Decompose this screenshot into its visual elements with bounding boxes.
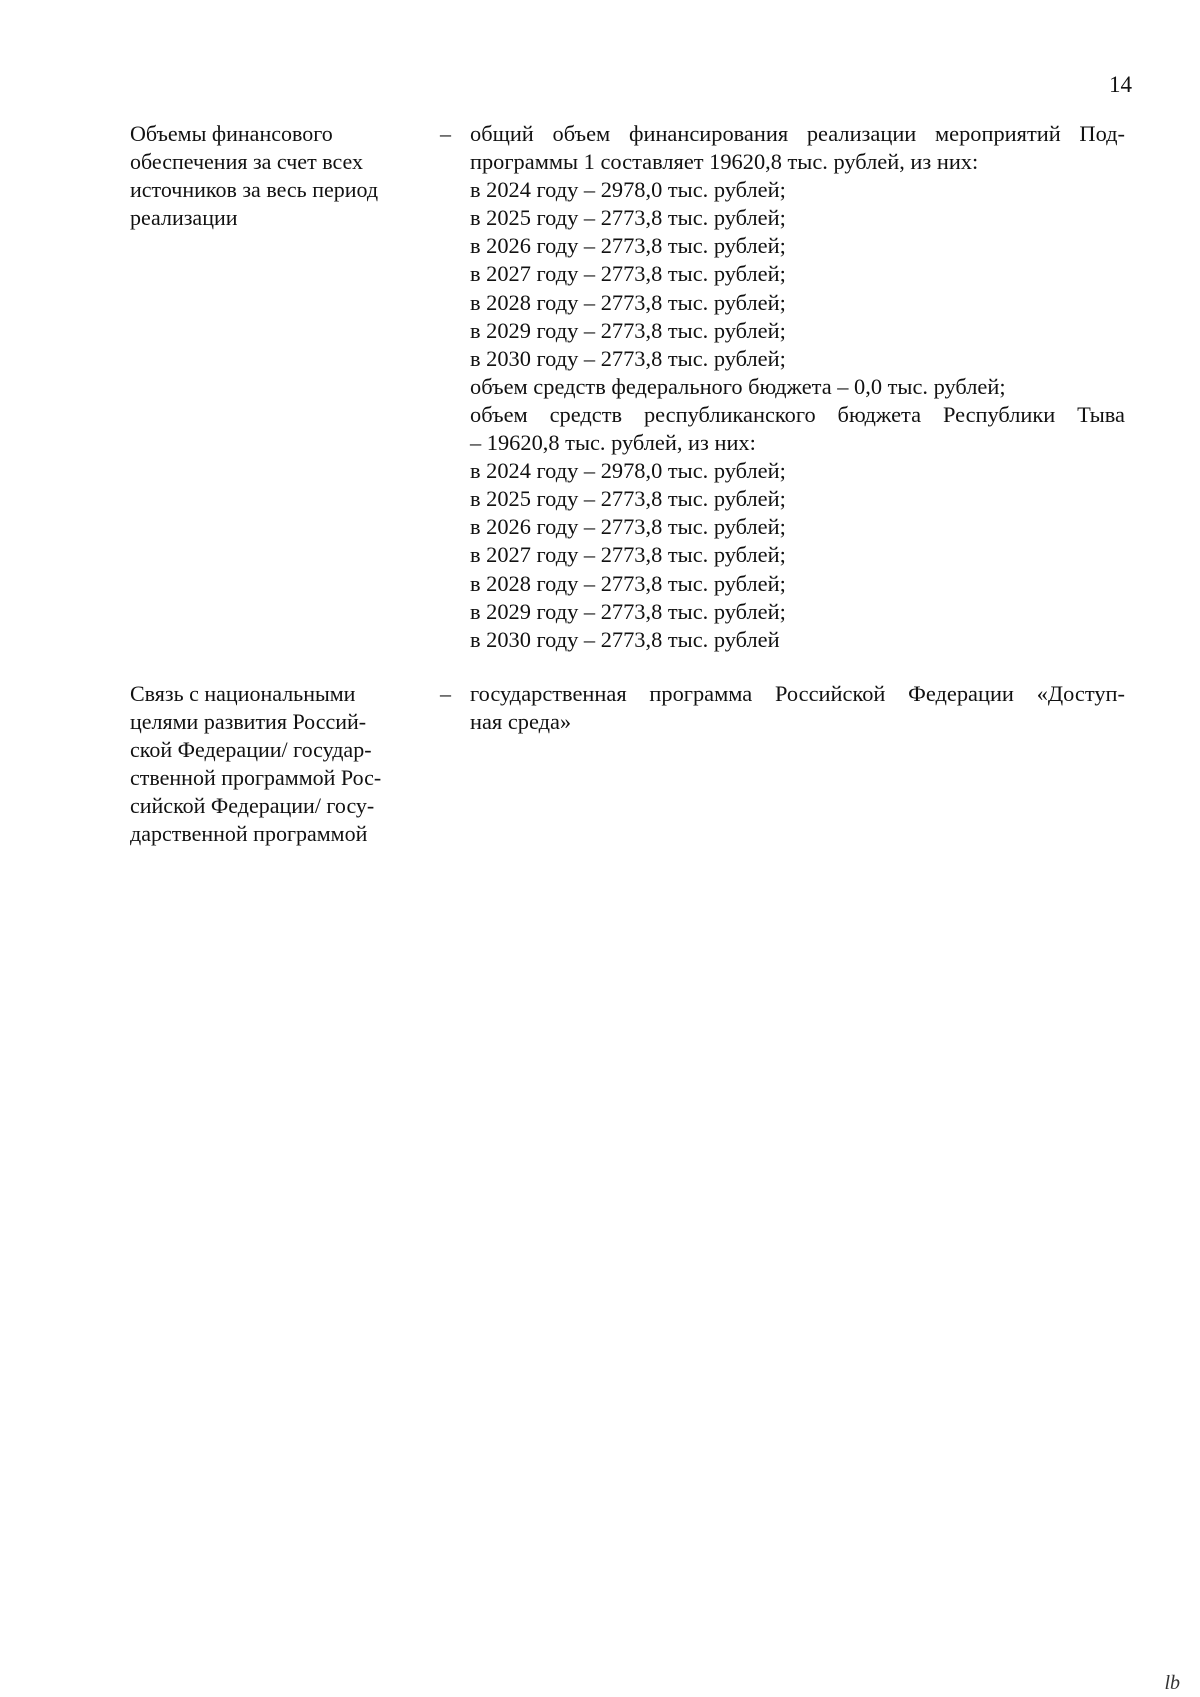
goals-link-dash: – bbox=[440, 681, 451, 706]
goals-link-row bbox=[130, 680, 1130, 848]
goals-link-value: государственная программа Российской Федерации «Доступ- ная среда» bbox=[470, 681, 1125, 735]
financing-label: Объемы финансового обеспечения за счет всех источников за весь период реализации bbox=[130, 121, 379, 230]
financing-value: общий объем финансирования реализации мероприятий Под- программы 1 составляет 19620,8 тыс. рублей, из них: в 2024 году – 2978,0 тыс. рублей; в 2025 году – 2773,8 тыс. рублей; в 2026 году – 2773,8 тыс. рублей; в 2027 году – 2773,8 тыс. рублей; в 2028 году – 2773,8 тыс. рублей; в 2029 году – 2773,8 тыс. рублей; в 2030 году – 2773,8 тыс. рублей; объем средств федерального бюджета – 0,0 тыс. рублей; объем средств республиканского бюджета Республики Тыва – 19620,8 тыс. рублей, из них: в 2024 году – 2978,0 тыс. рублей; в 2025 году – 2773,8 тыс. рублей; в 2026 году – 2773,8 тыс. рублей; в 2027 году – 2773,8 тыс. рублей; в 2028 году – 2773,8 тыс. рублей; в 2029 году – 2773,8 тыс. рублей; в 2030 году – 2773,8 тыс. рублей bbox=[470, 121, 1125, 652]
financing-dash: – bbox=[440, 121, 451, 146]
goals-link-label: Связь с национальными целями развития Россий- ской Федерации/ государ- ственной программой Рос- сийской Федерации/ госу- дарственной программой bbox=[130, 681, 382, 846]
financing-row bbox=[130, 120, 1130, 654]
page-number: 14 bbox=[1109, 72, 1132, 97]
corner-mark: lb bbox=[1164, 1672, 1180, 1694]
